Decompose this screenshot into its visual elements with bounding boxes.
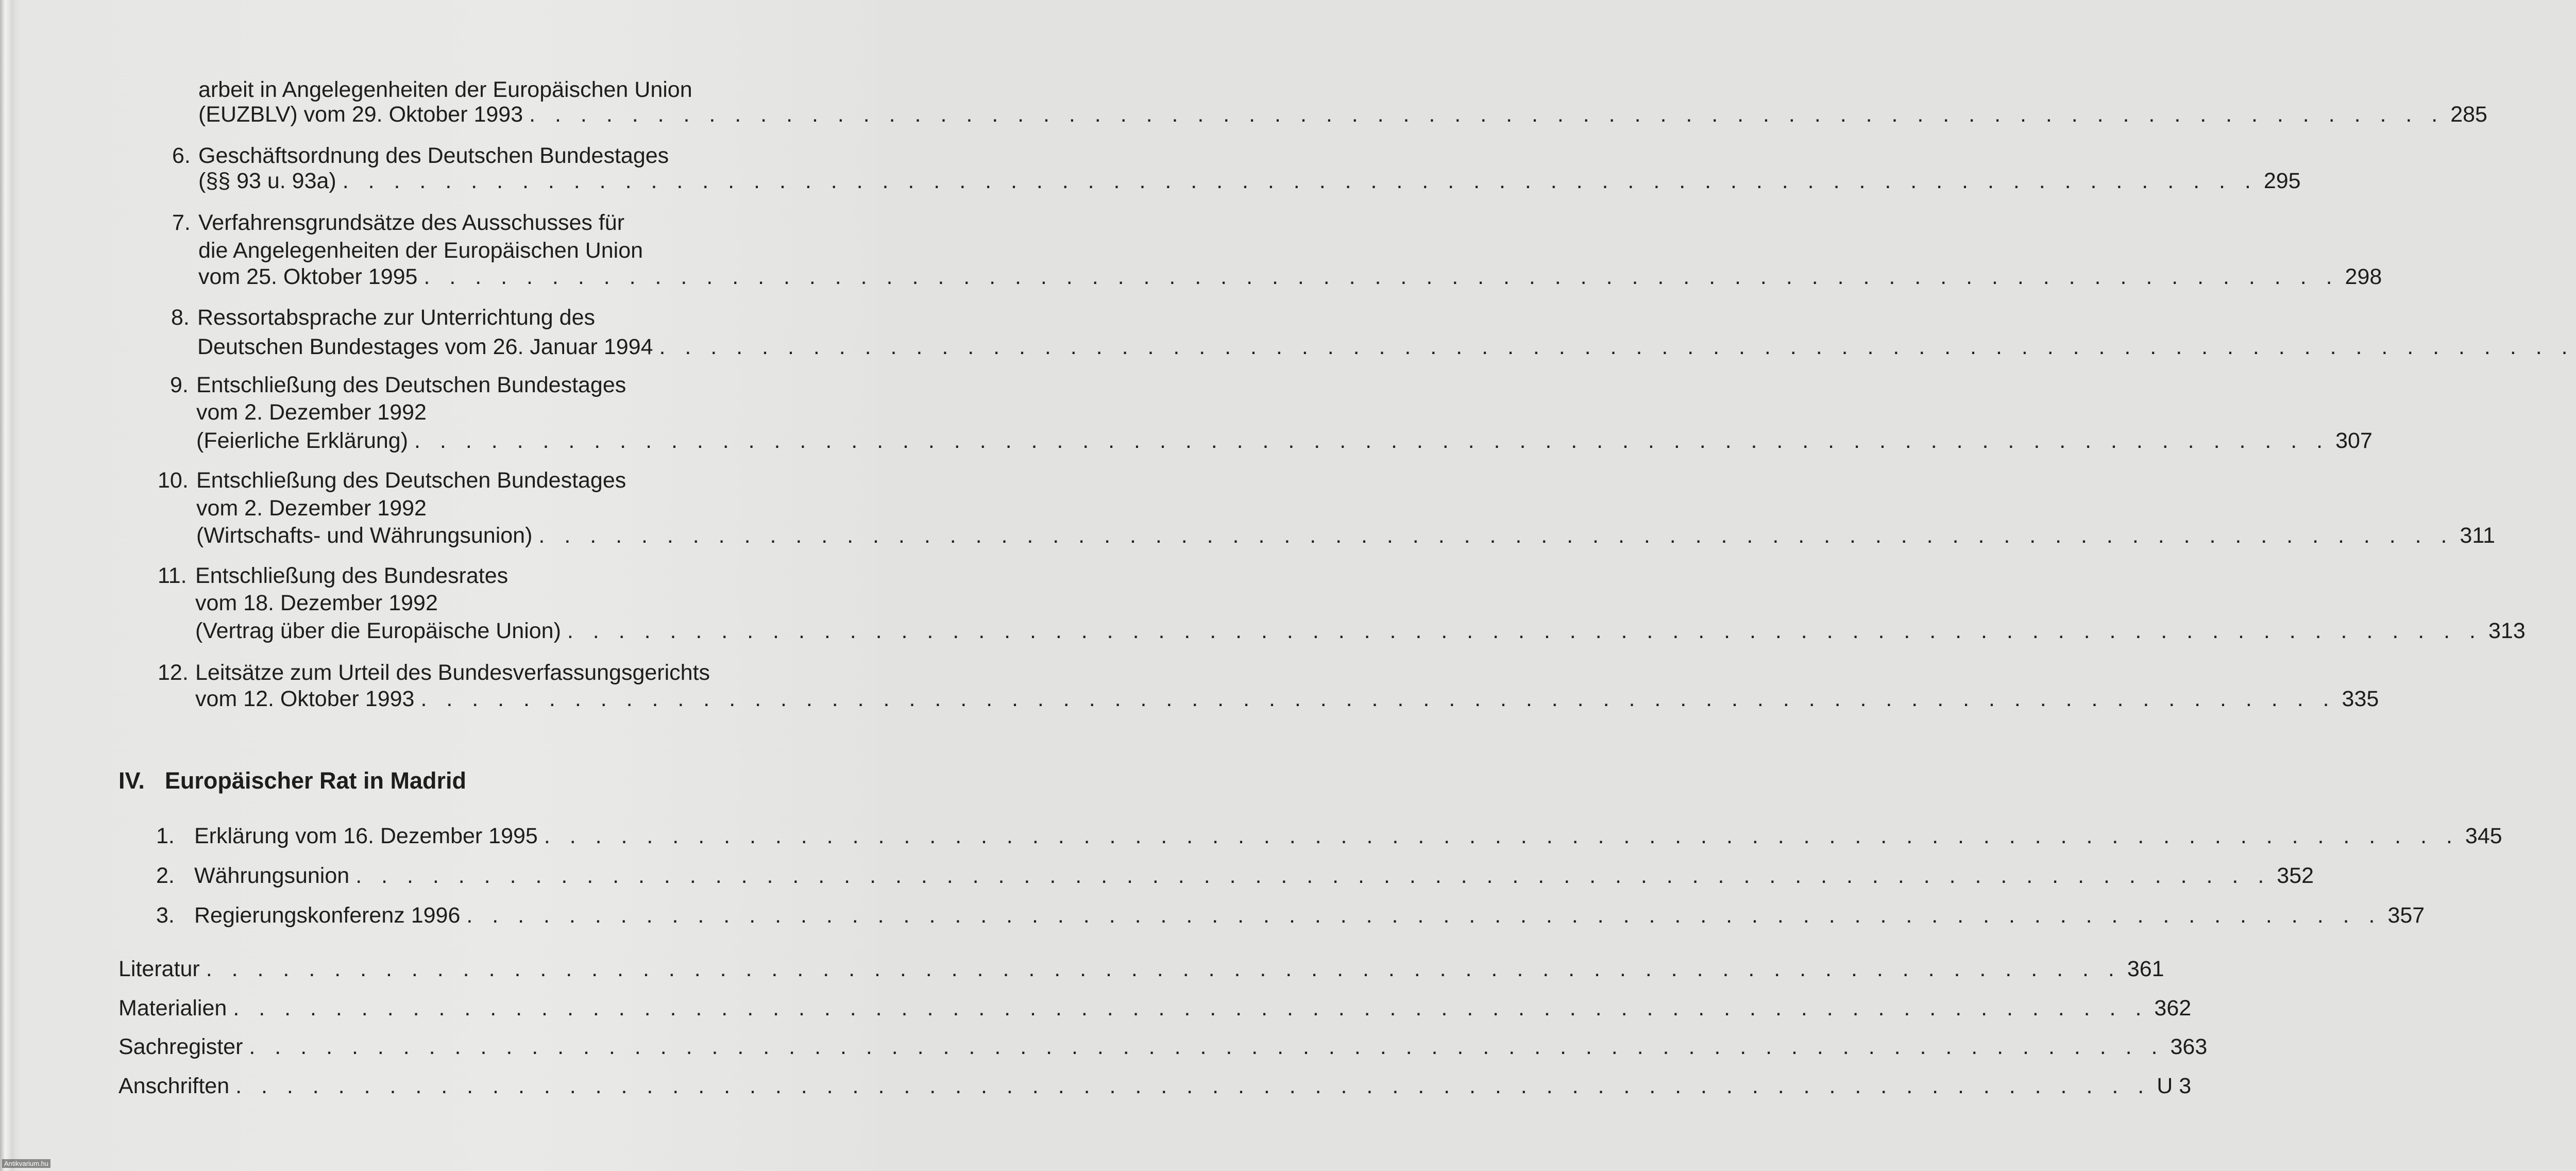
dot-leader: . . . . . . . . . . . . . . . . . . . . . . . . . . . . . . . . . . . . . . . . . . . . . . . . . . . . . . . . . . . . . . . . . . . . . . . . . . . [355, 863, 2271, 888]
dot-leader: . . . . . . . . . . . . . . . . . . . . . . . . . . . . . . . . . . . . . . . . . . . . . . . . . . . . . . . . . . . . . . . . . . . . . . . . . . . [342, 169, 2258, 193]
toc-entry-line: (§§ 93 u. 93a) [198, 169, 336, 193]
section-title: Europäischer Rat in Madrid [164, 767, 467, 794]
toc-entry-line: Ressortabsprache zur Unterrichtung des [197, 305, 595, 330]
toc-entry-lastline [194, 862, 2314, 889]
toc-entry-line: (Wirtschafts- und Währungsunion) [196, 523, 533, 548]
dot-leader: . . . . . . . . . . . . . . . . . . . . . . . . . . . . . . . . . . . . . . . . . . . . . . . . . . . . . . . . . . . . . . . . . . . . . . . . . . . [659, 334, 2574, 359]
page-number: 361 [2127, 957, 2164, 981]
toc-entry-line: (Feierliche Erklärung) [196, 428, 409, 453]
section-heading [118, 767, 466, 795]
toc-entry-line: vom 18. Dezember 1992 [195, 591, 438, 615]
page-number: 307 [2335, 428, 2372, 453]
entry-number: 10. [158, 468, 189, 493]
toc-entry-line: vom 25. Oktober 1995 [198, 264, 418, 289]
toc-entry-line: (Vertrag über die Europäische Union) [195, 618, 561, 643]
toc-entry-line: die Angelegenheiten der Europäischen Union [198, 238, 643, 263]
toc-entry-line: Leitsätze zum Urteil des Bundesverfassungsgerichts [195, 660, 710, 685]
page-number: 313 [2488, 618, 2526, 643]
toc-entry-line: Deutschen Bundestages vom 26. Januar 1994 [197, 334, 653, 359]
dot-leader: . . . . . . . . . . . . . . . . . . . . . . . . . . . . . . . . . . . . . . . . . . . . . . . . . . . . . . . . . . . . . . . . . . . . . . . . . . . [538, 523, 2454, 548]
dot-leader: . . . . . . . . . . . . . . . . . . . . . . . . . . . . . . . . . . . . . . . . . . . . . . . . . . . . . . . . . . . . . . . . . . . . . . . . . . . [206, 957, 2121, 981]
entry-number: 7. [172, 210, 191, 235]
toc-entry-lastline [118, 995, 2192, 1022]
toc-entry-lastline [118, 1073, 2192, 1099]
toc-entry-lastline [198, 168, 2301, 194]
entry-number: 1. [156, 824, 175, 848]
page-number: 295 [2263, 169, 2301, 193]
toc-entry-lastline [196, 427, 2372, 454]
toc-entry-lastline [118, 1033, 2208, 1060]
page-number: 363 [2170, 1034, 2208, 1059]
toc-entry-line: Geschäftsordnung des Deutschen Bundestages [198, 143, 669, 168]
toc-entry-line: Regierungskonferenz 1996 [194, 903, 461, 928]
section-numeral: IV. [118, 767, 145, 794]
page-number: 285 [2450, 102, 2487, 127]
toc-entry-line: Literatur [118, 957, 200, 981]
entry-number: 8. [171, 305, 190, 330]
toc-entry-line: vom 12. Oktober 1993 [195, 687, 415, 711]
toc-entry-line: Verfahrensgrundsätze des Ausschusses für [198, 210, 625, 235]
watermark: Antikvarium.hu [2, 1159, 50, 1168]
toc-entry-line: vom 2. Dezember 1992 [196, 496, 427, 521]
page-number: 352 [2277, 863, 2314, 888]
toc-entry-line: Sachregister [118, 1034, 243, 1059]
dot-leader: . . . . . . . . . . . . . . . . . . . . . . . . . . . . . . . . . . . . . . . . . . . . . . . . . . . . . . . . . . . . . . . . . . . . . . . . . . . [235, 1074, 2151, 1098]
toc-entry-lastline [195, 685, 2379, 712]
toc-entry-lastline [198, 101, 2487, 128]
toc-entry-lastline [198, 263, 2382, 290]
entry-number: 2. [156, 863, 175, 888]
dot-leader: . . . . . . . . . . . . . . . . . . . . . . . . . . . . . . . . . . . . . . . . . . . . . . . . . . . . . . . . . . . . . . . . . . . . . . . . . . . [544, 824, 2459, 848]
entry-number: 11. [158, 563, 187, 588]
dot-leader: . . . . . . . . . . . . . . . . . . . . . . . . . . . . . . . . . . . . . . . . . . . . . . . . . . . . . . . . . . . . . . . . . . . . . . . . . . . [567, 618, 2482, 643]
toc-entry-line: vom 2. Dezember 1992 [196, 400, 427, 425]
page-number: 345 [2465, 824, 2502, 848]
toc-entry-line: Entschließung des Deutschen Bundestages [196, 468, 626, 493]
dot-leader: . . . . . . . . . . . . . . . . . . . . . . . . . . . . . . . . . . . . . . . . . . . . . . . . . . . . . . . . . . . . . . . . . . . . . . . . . . . [466, 903, 2382, 928]
entry-number: 9. [170, 373, 189, 397]
toc-entry-lastline [195, 617, 2526, 644]
dot-leader: . . . . . . . . . . . . . . . . . . . . . . . . . . . . . . . . . . . . . . . . . . . . . . . . . . . . . . . . . . . . . . . . . . . . . . . . . . . [249, 1034, 2164, 1059]
page-spine-edge [0, 0, 13, 1171]
page-number: 357 [2387, 903, 2425, 928]
dot-leader: . . . . . . . . . . . . . . . . . . . . . . . . . . . . . . . . . . . . . . . . . . . . . . . . . . . . . . . . . . . . . . . . . . . . . . . . . . . [423, 264, 2339, 289]
dot-leader: . . . . . . . . . . . . . . . . . . . . . . . . . . . . . . . . . . . . . . . . . . . . . . . . . . . . . . . . . . . . . . . . . . . . . . . . . . . [414, 428, 2330, 453]
page-number: 335 [2342, 687, 2379, 711]
page-number: 298 [2345, 264, 2382, 289]
toc-entry-lastline [197, 333, 2574, 360]
toc-entry-line: Entschließung des Bundesrates [195, 563, 509, 588]
page-number: 311 [2460, 523, 2496, 548]
toc-entry-line: Erklärung vom 16. Dezember 1995 [194, 824, 538, 848]
dot-leader: . . . . . . . . . . . . . . . . . . . . . . . . . . . . . . . . . . . . . . . . . . . . . . . . . . . . . . . . . . . . . . . . . . . . . . . . . . . [529, 102, 2445, 127]
toc-entry-lastline [194, 823, 2502, 849]
toc-entry-line: Währungsunion [194, 863, 350, 888]
entry-number: 3. [156, 903, 175, 928]
toc-entry-lastline [194, 902, 2425, 929]
entry-number: 6. [172, 143, 191, 168]
toc-entry-line: Entschließung des Deutschen Bundestages [196, 373, 626, 397]
entry-number: 12. [158, 660, 189, 685]
toc-entry-line: arbeit in Angelegenheiten der Europäischen Union [198, 77, 692, 102]
page-number: U 3 [2157, 1074, 2192, 1098]
toc-entry-lastline [196, 522, 2496, 549]
page-number: 362 [2154, 996, 2192, 1021]
toc-entry-line: (EUZBLV) vom 29. Oktober 1993 [198, 102, 523, 127]
dot-leader: . . . . . . . . . . . . . . . . . . . . . . . . . . . . . . . . . . . . . . . . . . . . . . . . . . . . . . . . . . . . . . . . . . . . . . . . . . . [420, 687, 2336, 711]
toc-entry-lastline [118, 956, 2164, 982]
toc-entry-line: Materialien [118, 996, 227, 1021]
toc-entry-line: Anschriften [118, 1074, 230, 1098]
dot-leader: . . . . . . . . . . . . . . . . . . . . . . . . . . . . . . . . . . . . . . . . . . . . . . . . . . . . . . . . . . . . . . . . . . . . . . . . . . . [233, 996, 2148, 1021]
